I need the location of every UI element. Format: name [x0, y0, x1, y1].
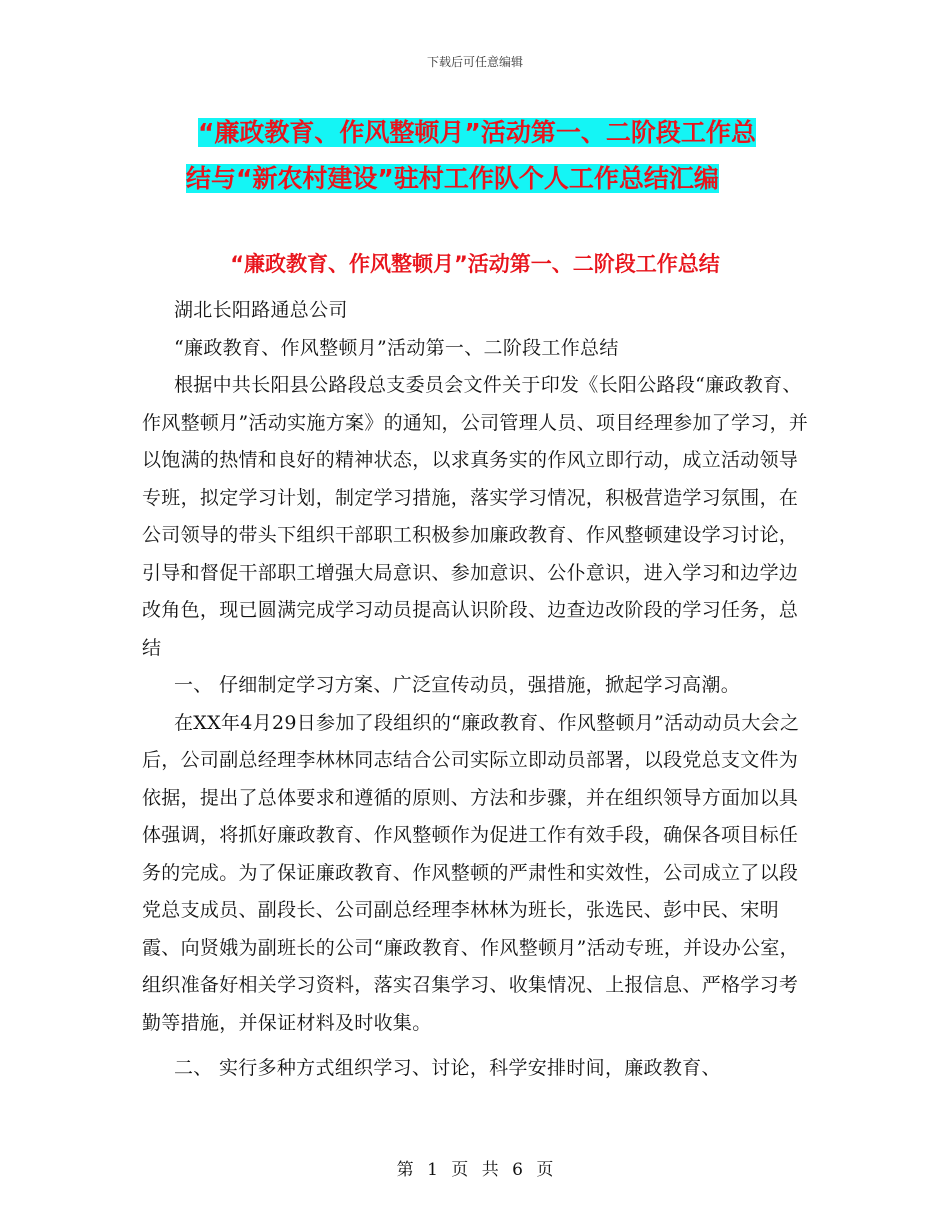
- main-title: [186, 110, 826, 202]
- heading-two: 二、 实行多种方式组织学习、讨论，科学安排时间，廉政教育、: [174, 1057, 721, 1079]
- main-title-line-2: 结与“新农村建设”驻村工作队个人工作总结汇编: [186, 164, 719, 193]
- header-note: 下载后可任意编辑: [426, 55, 523, 69]
- paragraph-intro: 根据中共长阳县公路段总支委员会文件关于印发《长阳公路段“廉政教育、作风整顿月”活动实施方案》的通知，公司管理人员、项目经理参加了学习，并以饱满的热情和良好的精神状态，以求真务实的作风立即行动，成立活动领导专班，拟定学习计划，制定学习措施，落实学习情况，积极营造学习氛围，在公司领导的带头下组织干部职工积极参加廉政教育、作风整顿建设学习讨论，引导和督促干部职工增强大局意识、参加意识、公仆意识，进入学习和边学边改角色，现已圆满完成学习动员提高认识阶段、边查边改阶段的学习任务，总结: [142, 374, 809, 659]
- footer-mid1: 页: [451, 1160, 469, 1180]
- section-title: “廉政教育、作风整顿月”活动第一、二阶段工作总结: [230, 252, 720, 276]
- footer-page-number: 1: [427, 1160, 438, 1180]
- document-body: [142, 292, 814, 1088]
- footer-suffix: 页: [536, 1160, 554, 1180]
- footer-total-pages: 6: [512, 1160, 523, 1180]
- main-title-line-1: “廉政教育、作风整顿月”活动第一、二阶段工作总: [198, 118, 756, 147]
- footer-prefix: 第: [396, 1160, 414, 1180]
- page-footer: [0, 1155, 950, 1180]
- heading-one: 一、 仔细制定学习方案、广泛宣传动员，强措施，掀起学习高潮。: [174, 674, 741, 696]
- company-name: 湖北长阳路通总公司: [174, 299, 348, 321]
- subtitle-line: “廉政教育、作风整顿月”活动第一、二阶段工作总结: [174, 336, 619, 359]
- footer-mid2: 共: [481, 1160, 499, 1180]
- paragraph-section-one: 在XX年4月29日参加了段组织的“廉政教育、作风整顿月”活动动员大会之后，公司副总经理李林林同志结合公司实际立即动员部署，以段党总支文件为依据，提出了总体要求和遵循的原则、方法和步骤，并在组织领导方面加以具体强调，将抓好廉政教育、作风整顿作为促进工作有效手段，确保各项目标任务的完成。为了保证廉政教育、作风整顿的严肃性和实效性，公司成立了以段党总支成员、副段长、公司副总经理李林林为班长，张选民、彭中民、宋明霞、向贤娥为副班长的公司“廉政教育、作风整顿月”活动专班，并设办公室，组织准备好相关学习资料，落实召集学习、收集情况、上报信息、严格学习考勤等措施，并保证材料及时收集。: [142, 711, 800, 1034]
